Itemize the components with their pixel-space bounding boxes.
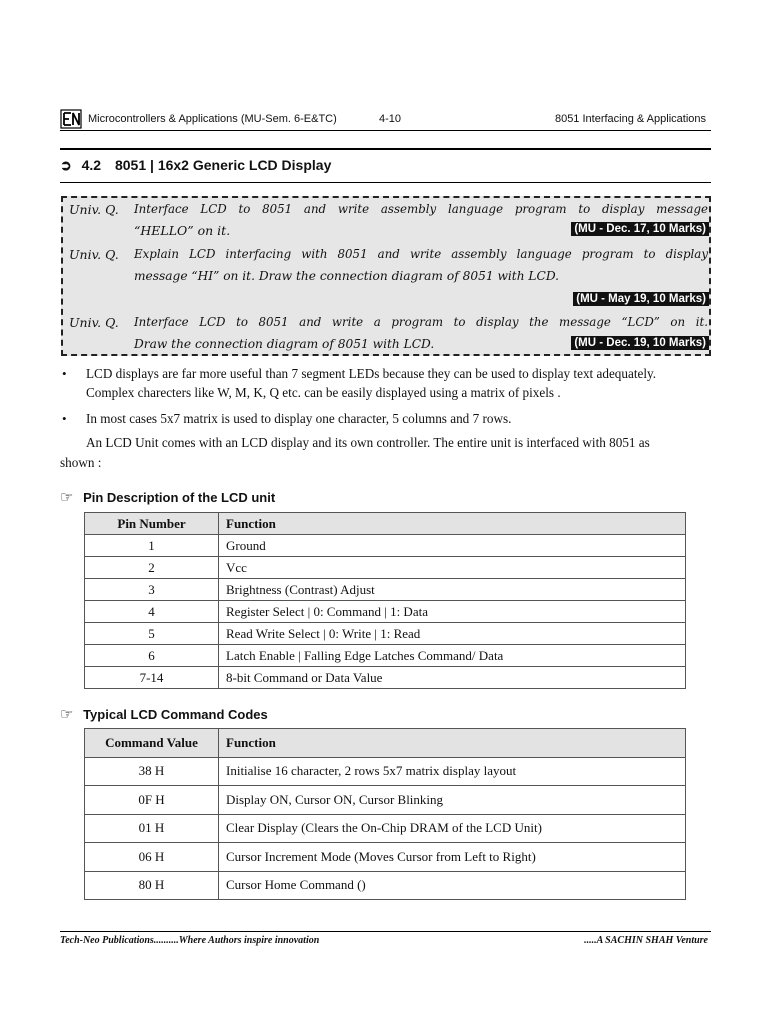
bullet-icon: •	[62, 366, 67, 381]
table-cell: 8-bit Command or Data Value	[219, 667, 686, 689]
command-codes-table	[84, 728, 686, 900]
univ-q-text: message “HI” on it. Draw the connection diagram of 8051 with LCD.	[134, 269, 560, 283]
table-cell: Brightness (Contrast) Adjust	[219, 579, 686, 601]
univ-q-text: “HELLO” on it.	[134, 223, 231, 238]
table-cell: 3	[85, 579, 219, 601]
table-row	[85, 757, 686, 786]
univ-q-label: Univ. Q.	[69, 247, 119, 262]
table-cell: Read Write Select | 0: Write | 1: Read	[219, 623, 686, 645]
paragraph-text: shown :	[60, 455, 102, 470]
table-cell: 1	[85, 535, 219, 557]
table-row	[85, 557, 686, 579]
table-row	[85, 579, 686, 601]
section-rule	[60, 182, 711, 183]
table-cell: 38 H	[85, 757, 219, 786]
pin-description-table	[84, 512, 686, 689]
cmd-table-heading	[60, 705, 268, 723]
univ-q-text: Draw the connection diagram of 8051 with LCD.	[134, 337, 435, 351]
table-cell: 6	[85, 645, 219, 667]
section-title: 8051 | 16x2 Generic LCD Display	[114, 157, 332, 173]
table-cell: 06 H	[85, 843, 219, 872]
arrow-icon: ➲	[60, 157, 72, 173]
table-row	[85, 871, 686, 900]
table-header-cell: Command Value	[85, 729, 219, 758]
univ-q-text: Interface LCD to 8051 and write assembly language program to display message	[134, 202, 708, 216]
table-cell: Initialise 16 character, 2 rows 5x7 matrix display layout	[219, 757, 686, 786]
table-row	[85, 814, 686, 843]
table-header-cell: Function	[219, 729, 686, 758]
header-rule	[60, 130, 711, 131]
bullet-text: Complex charecters like W, M, K, Q etc. can be easily displayed using a matrix of pixels .	[86, 385, 561, 400]
marks-badge: (MU - Dec. 17, 10 Marks)	[571, 222, 709, 236]
table-row	[85, 843, 686, 872]
footer-rule	[60, 931, 711, 932]
bullet-text: LCD displays are far more useful than 7 segment LEDs because they can be used to display text adequately.	[86, 366, 657, 381]
pin-table-title: Pin Description of the LCD unit	[83, 490, 276, 505]
bullet-text: In most cases 5x7 matrix is used to display one character, 5 columns and 7 rows.	[86, 411, 512, 426]
table-cell: Clear Display (Clears the On-Chip DRAM of the LCD Unit)	[219, 814, 686, 843]
header-chapter: 8051 Interfacing & Applications	[554, 113, 706, 125]
table-cell: 0F H	[85, 786, 219, 815]
marks-badge: (MU - May 19, 10 Marks)	[573, 292, 709, 306]
table-cell: Ground	[219, 535, 686, 557]
table-cell: 80 H	[85, 871, 219, 900]
table-header-cell: Pin Number	[85, 513, 219, 535]
univ-q-label: Univ. Q.	[69, 315, 119, 330]
footer-venture: .....A SACHIN SHAH Venture	[584, 935, 708, 946]
table-row	[85, 667, 686, 689]
header-rule-thick	[60, 148, 711, 150]
table-cell: Vcc	[219, 557, 686, 579]
table-row	[85, 645, 686, 667]
publisher-logo-icon	[60, 107, 82, 129]
univ-q-label: Univ. Q.	[69, 202, 119, 217]
table-cell: 01 H	[85, 814, 219, 843]
pointing-hand-icon: ☞	[60, 706, 74, 723]
table-cell: Register Select | 0: Command | 1: Data	[219, 601, 686, 623]
bullet-icon: •	[62, 411, 67, 426]
header-book-title: Microcontrollers & Applications (MU-Sem. 6-E&TC)	[88, 113, 337, 125]
table-row	[85, 535, 686, 557]
table-cell: 7-14	[85, 667, 219, 689]
marks-badge: (MU - Dec. 19, 10 Marks)	[571, 336, 709, 350]
header-page-number: 4-10	[379, 113, 402, 125]
table-header-row	[85, 729, 686, 758]
paragraph-text: An LCD Unit comes with an LCD display and its own controller. The entire unit is interfaced with 8051 as	[86, 435, 650, 450]
univ-q-text: Explain LCD interfacing with 8051 and write assembly language program to display	[134, 247, 708, 261]
section-number: 4.2	[81, 157, 102, 173]
pointing-hand-icon: ☞	[60, 489, 74, 506]
table-cell: 5	[85, 623, 219, 645]
footer-publisher: Tech-Neo Publications..........Where Authors inspire innovation	[60, 935, 320, 946]
table-cell: Display ON, Cursor ON, Cursor Blinking	[219, 786, 686, 815]
cmd-table-title: Typical LCD Command Codes	[83, 707, 268, 722]
table-row	[85, 786, 686, 815]
univ-q-text: Interface LCD to 8051 and write a program to display the message “LCD” on it.	[134, 315, 708, 329]
table-cell: Latch Enable | Falling Edge Latches Command/ Data	[219, 645, 686, 667]
table-cell: Cursor Home Command ()	[219, 871, 686, 900]
table-row	[85, 601, 686, 623]
table-header-row	[85, 513, 686, 535]
table-cell: 2	[85, 557, 219, 579]
pin-table-heading	[60, 488, 275, 506]
table-row	[85, 623, 686, 645]
table-header-cell: Function	[219, 513, 686, 535]
table-cell: 4	[85, 601, 219, 623]
table-cell: Cursor Increment Mode (Moves Cursor from Left to Right)	[219, 843, 686, 872]
section-heading	[60, 157, 331, 174]
